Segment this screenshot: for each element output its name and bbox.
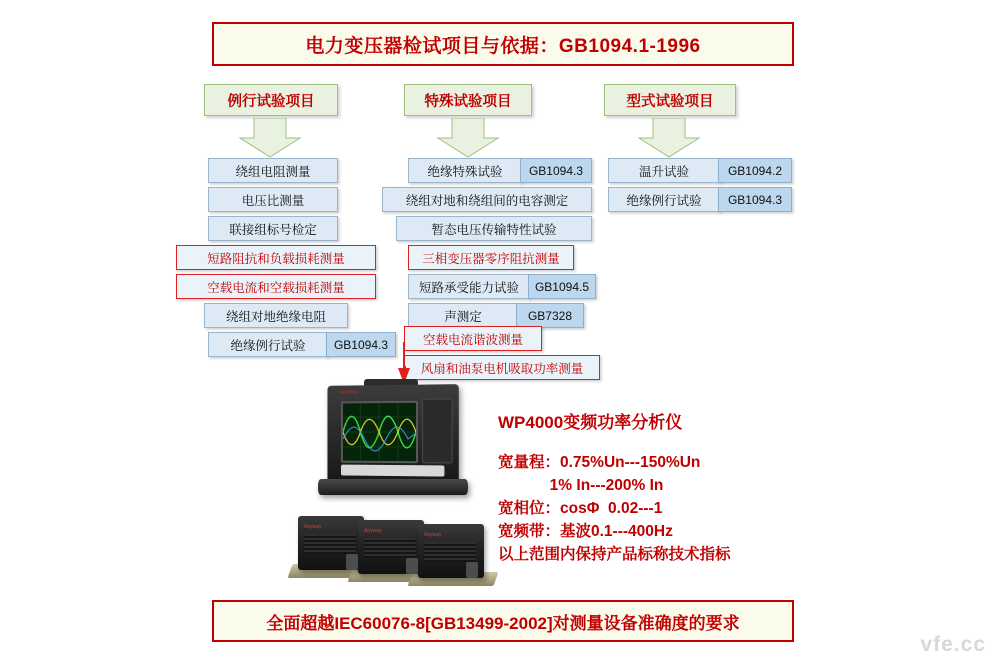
node-routine-3[interactable]: [176, 245, 376, 270]
column-header-routine-label: 例行试验项目: [227, 93, 315, 110]
spec-line-3: 宽频带：基波0.1---400Hz: [498, 523, 673, 540]
spec-line-1: 1% In---200% In: [498, 477, 664, 494]
device-body: [327, 384, 458, 484]
node-label: 绕组对地绝缘电阻: [225, 309, 326, 324]
arrow-down-icon-type: [637, 118, 701, 158]
standard-label: GB1094.3: [333, 337, 389, 352]
node-routine-0[interactable]: [208, 158, 338, 183]
node-special-2[interactable]: [396, 216, 592, 241]
standard-special-4: [528, 274, 596, 299]
node-special-5[interactable]: [408, 303, 518, 328]
waveform-icon: [343, 403, 416, 461]
node-label: 短路承受能力试验: [418, 280, 519, 295]
node-label: 三相变压器零序阻抗测量: [422, 251, 560, 266]
title-banner: [212, 22, 794, 66]
column-header-routine: [204, 84, 338, 116]
sensor-brand-label-3: Anyway: [424, 532, 442, 538]
spec-line-2: 宽相位：cosΦ 0.02---1: [498, 500, 663, 517]
sensor-brand-label-1: Anyway: [304, 524, 322, 530]
node-type-1[interactable]: [608, 187, 720, 212]
node-special-7[interactable]: [404, 355, 600, 380]
node-routine-6[interactable]: [208, 332, 328, 357]
standard-type-0: [718, 158, 792, 183]
node-routine-4[interactable]: [176, 274, 376, 299]
watermark: vfe.cc: [920, 633, 986, 656]
device-screen: [341, 401, 418, 463]
sensor-plug-2: [406, 558, 418, 574]
power-analyzer-device: [318, 385, 478, 507]
node-label: 空载电流和空载损耗测量: [207, 280, 345, 295]
column-header-special-label: 特殊试验项目: [424, 93, 512, 110]
node-label: 绕组电阻测量: [235, 164, 311, 179]
standard-label: GB7328: [527, 308, 573, 323]
standard-label: GB1094.3: [528, 163, 584, 178]
node-special-1[interactable]: [382, 187, 592, 212]
spec-line-0: 宽量程：0.75%Un---150%Un: [498, 454, 701, 471]
page-title: 电力变压器检试项目与依据：GB1094.1-1996: [305, 35, 701, 57]
arrow-down-icon-routine: [238, 118, 302, 158]
node-label: 联接组标号检定: [229, 222, 317, 237]
node-label: 绕组对地和绕组间的电容测定: [405, 193, 569, 208]
node-label: 温升试验: [638, 164, 689, 179]
product-name: WP4000变频功率分析仪: [498, 413, 683, 432]
node-routine-5[interactable]: [204, 303, 348, 328]
standard-label: GB1094.3: [727, 192, 783, 207]
standard-label: GB1094.5: [534, 279, 590, 294]
sensor-grille-3: [424, 542, 476, 562]
arrow-down-icon-special: [436, 118, 500, 158]
bottom-banner-label: 全面超越IEC60076-8[GB13499-2002]对测量设备准确度的要求: [266, 613, 740, 633]
node-label: 声测定: [444, 309, 482, 324]
device-base: [318, 479, 468, 495]
standard-label: GB1094.2: [727, 163, 783, 178]
node-special-3[interactable]: [408, 245, 574, 270]
node-special-0[interactable]: [408, 158, 522, 183]
node-label: 短路阻抗和负载损耗测量: [207, 251, 345, 266]
column-header-type: [604, 84, 736, 116]
standard-special-5: [516, 303, 584, 328]
node-label: 绝缘特殊试验: [427, 164, 503, 179]
sensor-brand-label-2: Anyway: [364, 528, 382, 534]
sensor-group: [284, 512, 494, 600]
sensor-grille-1: [304, 534, 356, 554]
node-special-6[interactable]: [404, 326, 542, 351]
node-label: 风扇和油泵电机吸取功率测量: [420, 361, 584, 376]
node-label: 绝缘例行试验: [626, 193, 702, 208]
product-specs: [498, 408, 928, 566]
standard-special-0: [520, 158, 592, 183]
node-type-0[interactable]: [608, 158, 720, 183]
sensor-plug-3: [466, 562, 478, 578]
node-special-4[interactable]: [408, 274, 530, 299]
device-keypad: [422, 398, 453, 463]
sensor-plug-1: [346, 554, 358, 570]
bottom-banner: [212, 600, 794, 642]
node-routine-2[interactable]: [208, 216, 338, 241]
device-button-row: [341, 465, 444, 477]
sensor-grille-2: [364, 538, 416, 558]
column-header-special: [404, 84, 532, 116]
node-label: 绝缘例行试验: [230, 338, 306, 353]
spec-line-4: 以上范围内保持产品标称技术指标: [498, 546, 731, 563]
node-routine-1[interactable]: [208, 187, 338, 212]
device-brand-label: Anyway: [340, 389, 359, 396]
node-label: 暂态电压传输特性试验: [431, 222, 557, 237]
column-header-type-label: 型式试验项目: [626, 93, 714, 110]
standard-type-1: [718, 187, 792, 212]
node-label: 电压比测量: [241, 193, 305, 208]
node-label: 空载电流谐波测量: [422, 332, 523, 347]
